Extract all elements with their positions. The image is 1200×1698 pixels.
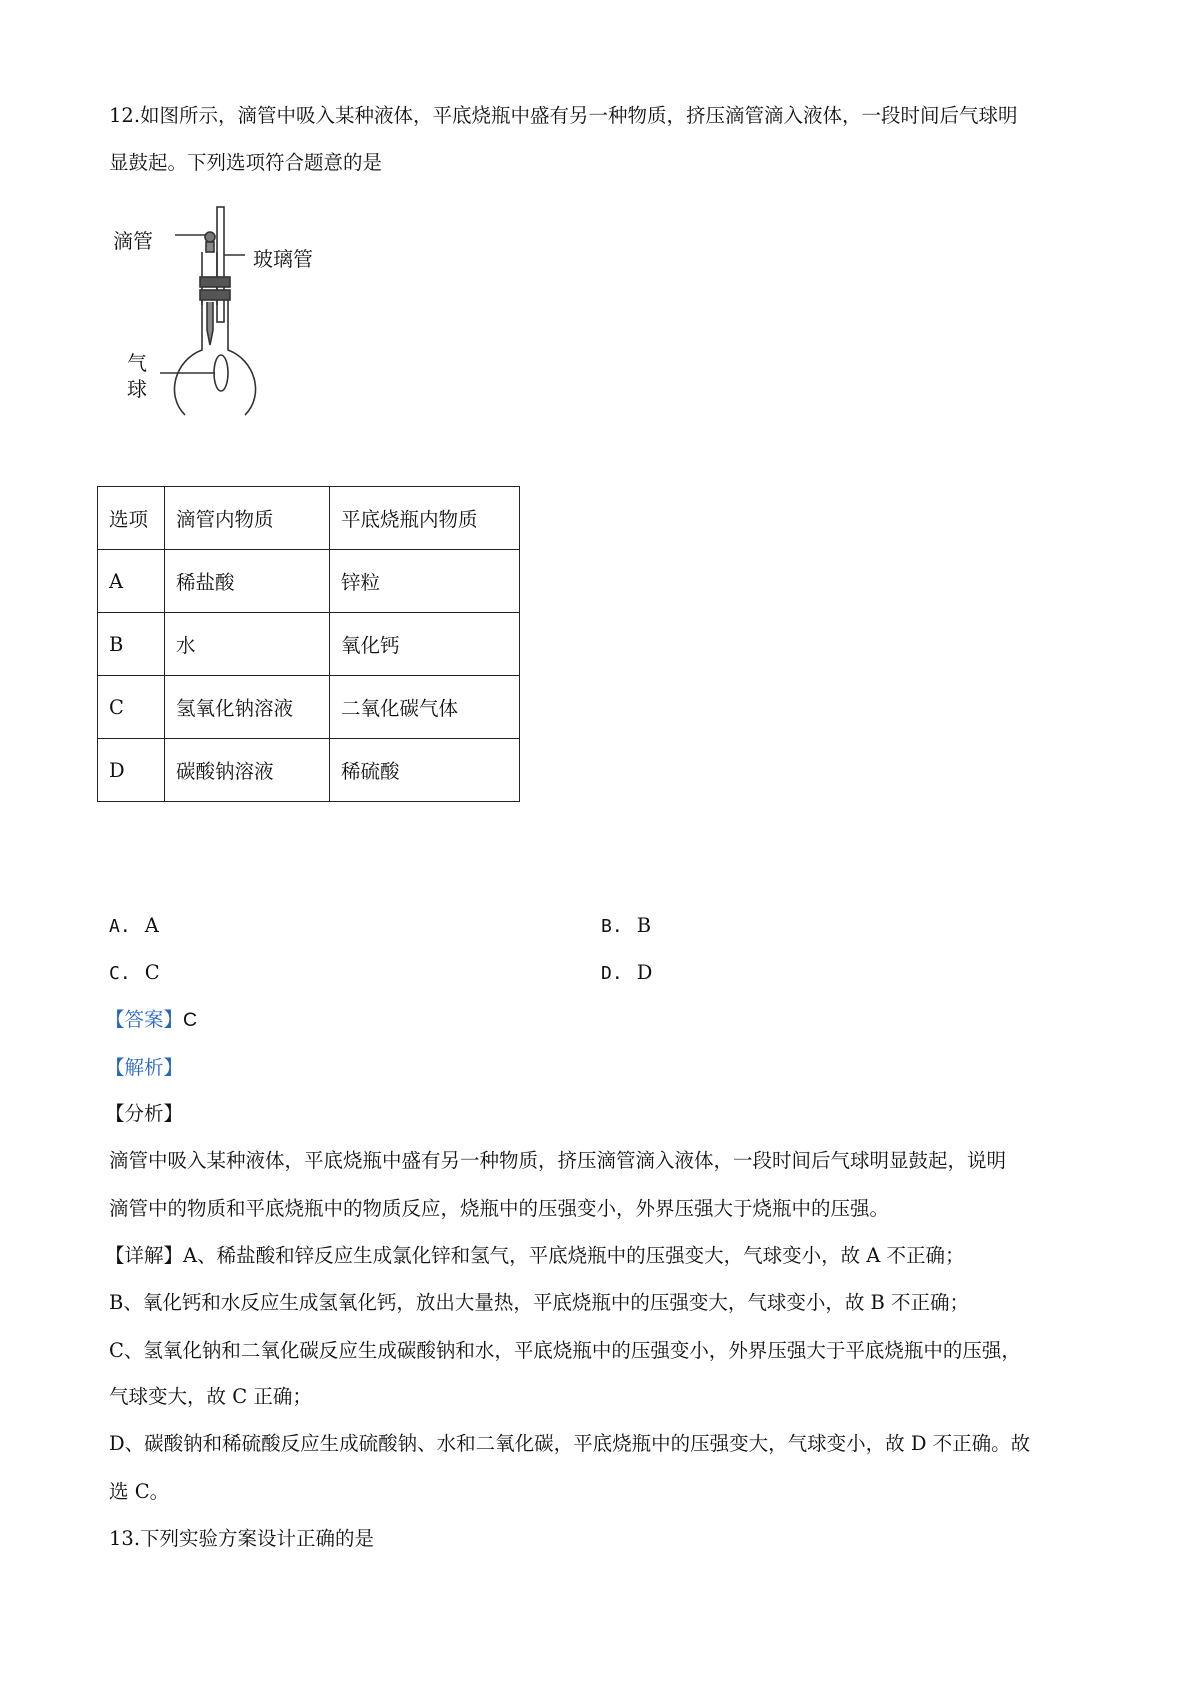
- option-b: [601, 913, 651, 940]
- option-a: [109, 913, 159, 940]
- table-cell: 水: [165, 613, 330, 676]
- table-cell: 锌粒: [330, 550, 520, 613]
- table-header-cell: 滴管内物质: [165, 487, 330, 550]
- option-key: A.: [109, 916, 131, 937]
- label-balloon: 球: [127, 377, 147, 401]
- explanation-line: C、氢氧化钠和二氧化碳反应生成碳酸钠和水，平底烧瓶中的压强变小，外界压强大于平底烧瓶中的压强，: [109, 1339, 1021, 1362]
- table-row: [98, 676, 520, 739]
- option-key: C.: [109, 963, 131, 984]
- table-row: [98, 613, 520, 676]
- explanation-line: 【详解】A、稀盐酸和锌反应生成氯化锌和氢气，平底烧瓶中的压强变大，气球变小，故 A 不正确；: [105, 1244, 965, 1267]
- option-key: B.: [601, 916, 623, 937]
- explanation-line: B、氧化钙和水反应生成氢氧化钙，放出大量热，平底烧瓶中的压强变大，气球变小，故 B 不正确；: [109, 1291, 970, 1314]
- explanation-line: 选 C。: [109, 1480, 170, 1503]
- analysis-label: 【解析】: [105, 1056, 184, 1079]
- label-glass-tube: 玻璃管: [253, 247, 313, 271]
- question-13-stem: 13.下列实验方案设计正确的是: [109, 1527, 375, 1550]
- option-value: D: [636, 961, 653, 984]
- table-cell: 碳酸钠溶液: [165, 739, 330, 802]
- table-row: [98, 550, 520, 613]
- apparatus-figure: [105, 195, 335, 429]
- table-header-cell: 平底烧瓶内物质: [330, 487, 520, 550]
- label-dropper: 滴管: [113, 229, 153, 253]
- option-value: C: [144, 961, 160, 984]
- option-key: D.: [601, 963, 623, 984]
- option-d: [601, 960, 652, 987]
- explanation-line: 气球变大，故 C 正确；: [109, 1385, 312, 1408]
- answer-line: [105, 1007, 197, 1033]
- table-cell: A: [98, 550, 165, 613]
- question-line: 12.如图所示，滴管中吸入某种液体，平底烧瓶中盛有另一种物质，挤压滴管滴入液体，一段时间后气球明: [109, 104, 1018, 127]
- table-cell: 氢氧化钠溶液: [165, 676, 330, 739]
- option-value: B: [636, 914, 652, 937]
- table-row: [98, 739, 520, 802]
- option-value: A: [144, 914, 159, 937]
- fenxi-label: 【分析】: [105, 1102, 184, 1125]
- table-cell: 稀盐酸: [165, 550, 330, 613]
- question-line: 显鼓起。下列选项符合题意的是: [109, 151, 383, 174]
- explanation-line: 滴管中的物质和平底烧瓶中的物质反应，烧瓶中的压强变小，外界压强大于烧瓶中的压强。: [109, 1197, 890, 1220]
- table-cell: D: [98, 739, 165, 802]
- table-cell: 稀硫酸: [330, 739, 520, 802]
- explanation-line: 滴管中吸入某种液体，平底烧瓶中盛有另一种物质，挤压滴管滴入液体，一段时间后气球明显鼓起，说明: [109, 1149, 1007, 1172]
- label-balloon: 气: [127, 351, 147, 375]
- table-header-row: [98, 487, 520, 550]
- table-header-cell: 选项: [98, 487, 165, 550]
- table-cell: 二氧化碳气体: [330, 676, 520, 739]
- answer-label: 【答案】: [105, 1008, 184, 1031]
- explanation-line: D、碳酸钠和稀硫酸反应生成硫酸钠、水和二氧化碳，平底烧瓶中的压强变大，气球变小，故 D 不正确。故: [109, 1432, 1031, 1455]
- answer-value: C: [183, 1009, 198, 1031]
- table-cell: C: [98, 676, 165, 739]
- table-cell: 氧化钙: [330, 613, 520, 676]
- option-c: [109, 960, 160, 987]
- options-table: [97, 486, 520, 802]
- table-cell: B: [98, 613, 165, 676]
